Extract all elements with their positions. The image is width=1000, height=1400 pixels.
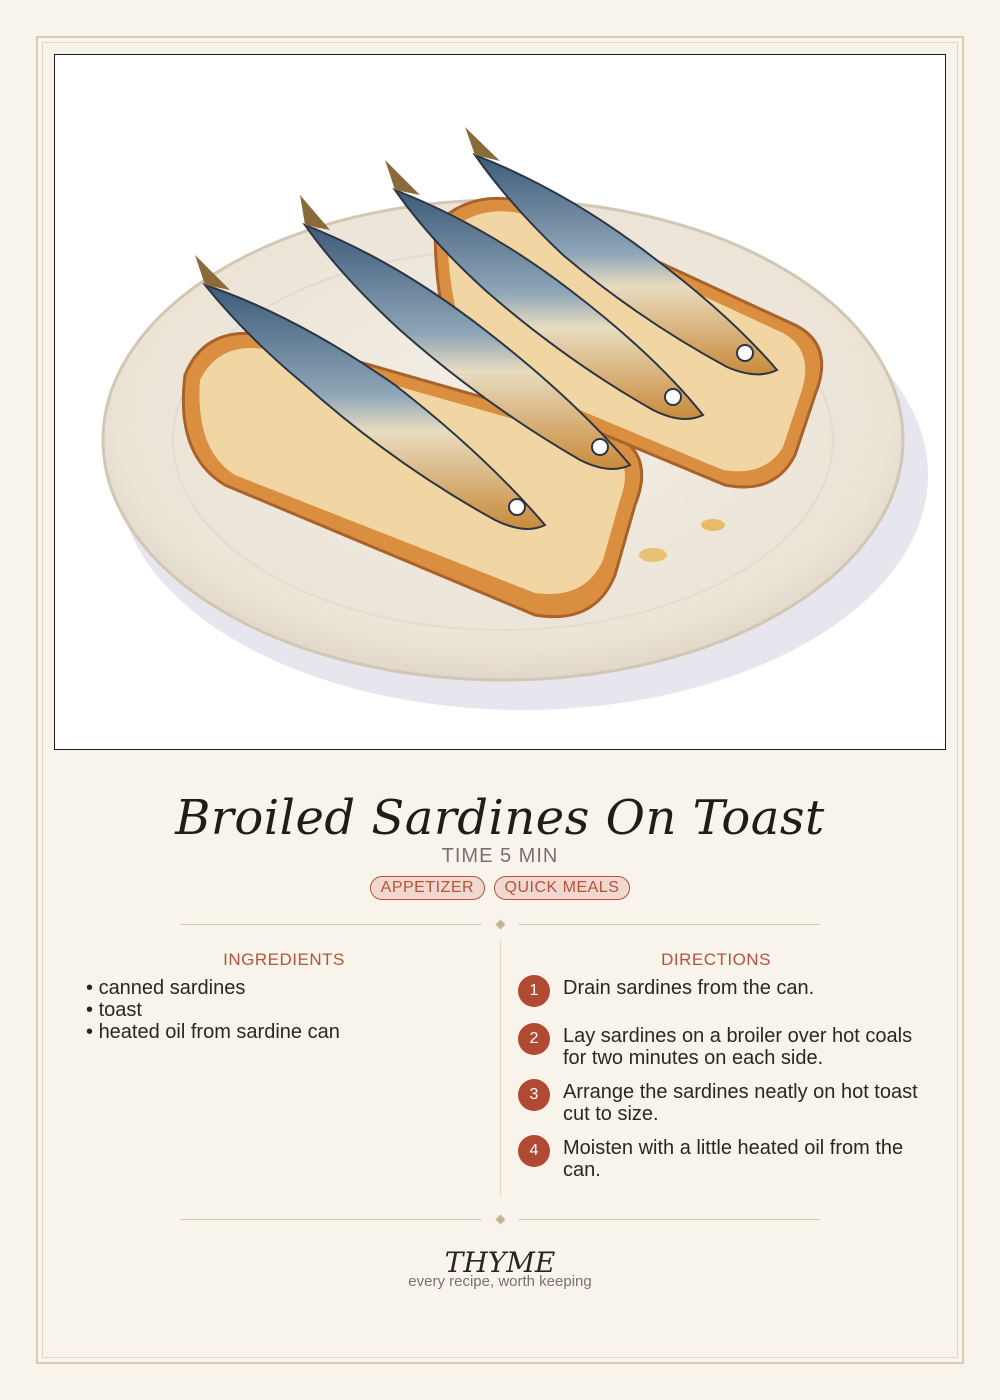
divider-left-top <box>180 924 482 925</box>
step-text: Lay sardines on a broiler over hot coals for two minutes on each side. <box>563 1025 913 1069</box>
tag-quick-meals[interactable]: QUICK MEALS <box>494 876 631 900</box>
recipe-title: Broiled Sardines On Toast <box>175 790 825 846</box>
tag-list <box>0 876 1000 900</box>
ingredient-item: • canned sardines <box>86 977 340 999</box>
ingredient-item: • heated oil from sardine can <box>86 1021 340 1043</box>
brand-logo-text: THYME <box>444 1246 556 1279</box>
step-number-badge: 1 <box>518 975 550 1007</box>
divider-right-bottom <box>518 1219 820 1220</box>
step-text: Arrange the sardines neatly on hot toast cut to size. <box>563 1081 918 1125</box>
divider-right-top <box>518 924 820 925</box>
recipe-time: TIME 5 MIN <box>441 845 559 867</box>
ingredient-item: • toast <box>86 999 340 1021</box>
divider-left-bottom <box>180 1219 482 1220</box>
step-number-badge: 2 <box>518 1023 550 1055</box>
recipe-photo <box>54 54 946 750</box>
tag-appetizer[interactable]: APPETIZER <box>370 876 485 900</box>
ingredients-list <box>86 977 340 1043</box>
step-number-badge: 3 <box>518 1079 550 1111</box>
brand-tagline: every recipe, worth keeping <box>408 1273 592 1290</box>
step-text: Drain sardines from the can. <box>563 977 815 999</box>
column-divider <box>500 940 501 1196</box>
ingredients-heading: INGREDIENTS <box>223 950 345 969</box>
step-number-badge: 4 <box>518 1135 550 1167</box>
step-text: Moisten with a little heated oil from the can. <box>563 1137 904 1181</box>
directions-heading: DIRECTIONS <box>661 950 771 969</box>
